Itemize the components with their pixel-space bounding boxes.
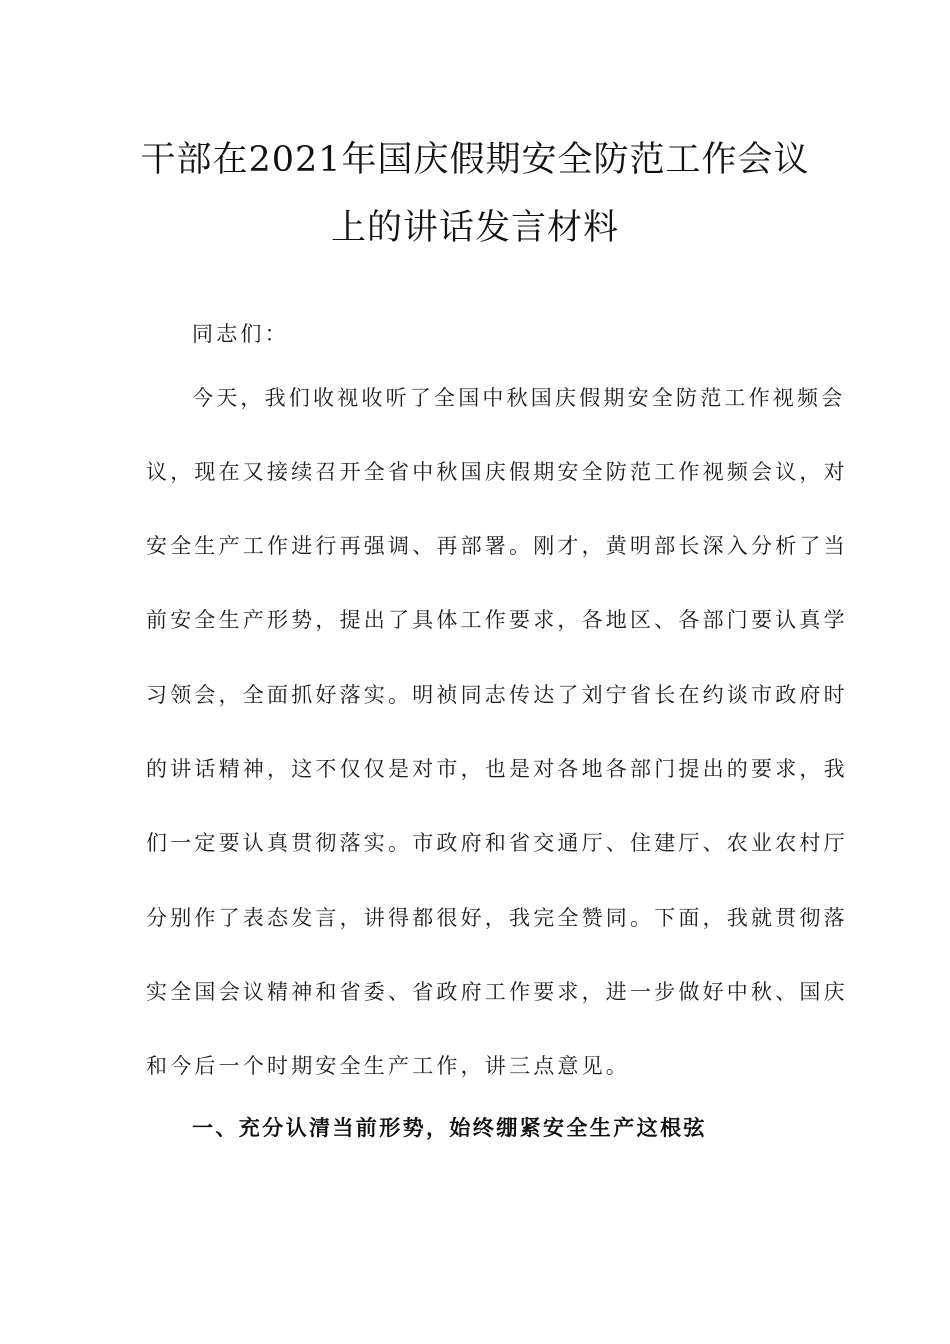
paragraph-line: 今天，我们收视收听了全国中秋国庆假期安全防范工作视频会 xyxy=(192,386,846,410)
paragraph-line: 议，现在又接续召开全省中秋国庆假期安全防范工作视频会议，对 xyxy=(146,460,848,484)
document-title-line-2: 上的讲话发言材料 xyxy=(330,208,619,248)
document-title-line-1: 干部在2021年国庆假期安全防范工作会议 xyxy=(140,140,810,180)
paragraph-line: 安全生产工作进行再强调、再部署。刚才，黄明部长深入分析了当 xyxy=(146,534,848,558)
paragraph-line: 习领会，全面抓好落实。明祯同志传达了刘宁省长在约谈市政府时 xyxy=(146,683,848,707)
paragraph-line: 分别作了表态发言，讲得都很好，我完全赞同。下面，我就贯彻落 xyxy=(146,906,848,930)
salutation: 同志们： xyxy=(192,322,289,346)
paragraph-line: 实全国会议精神和省委、省政府工作要求，进一步做好中秋、国庆 xyxy=(146,980,848,1004)
paragraph-line: 的讲话精神，这不仅仅是对市，也是对各地各部门提出的要求，我 xyxy=(146,757,848,781)
section-heading: 一、充分认清当前形势，始终绷紧安全生产这根弦 xyxy=(192,1116,707,1140)
paragraph-line: 前安全生产形势，提出了具体工作要求，各地区、各部门要认真学 xyxy=(146,608,848,632)
paragraph-line: 和今后一个时期安全生产工作，讲三点意见。 xyxy=(146,1054,630,1078)
paragraph-line: 们一定要认真贯彻落实。市政府和省交通厅、住建厅、农业农村厅 xyxy=(146,831,848,855)
